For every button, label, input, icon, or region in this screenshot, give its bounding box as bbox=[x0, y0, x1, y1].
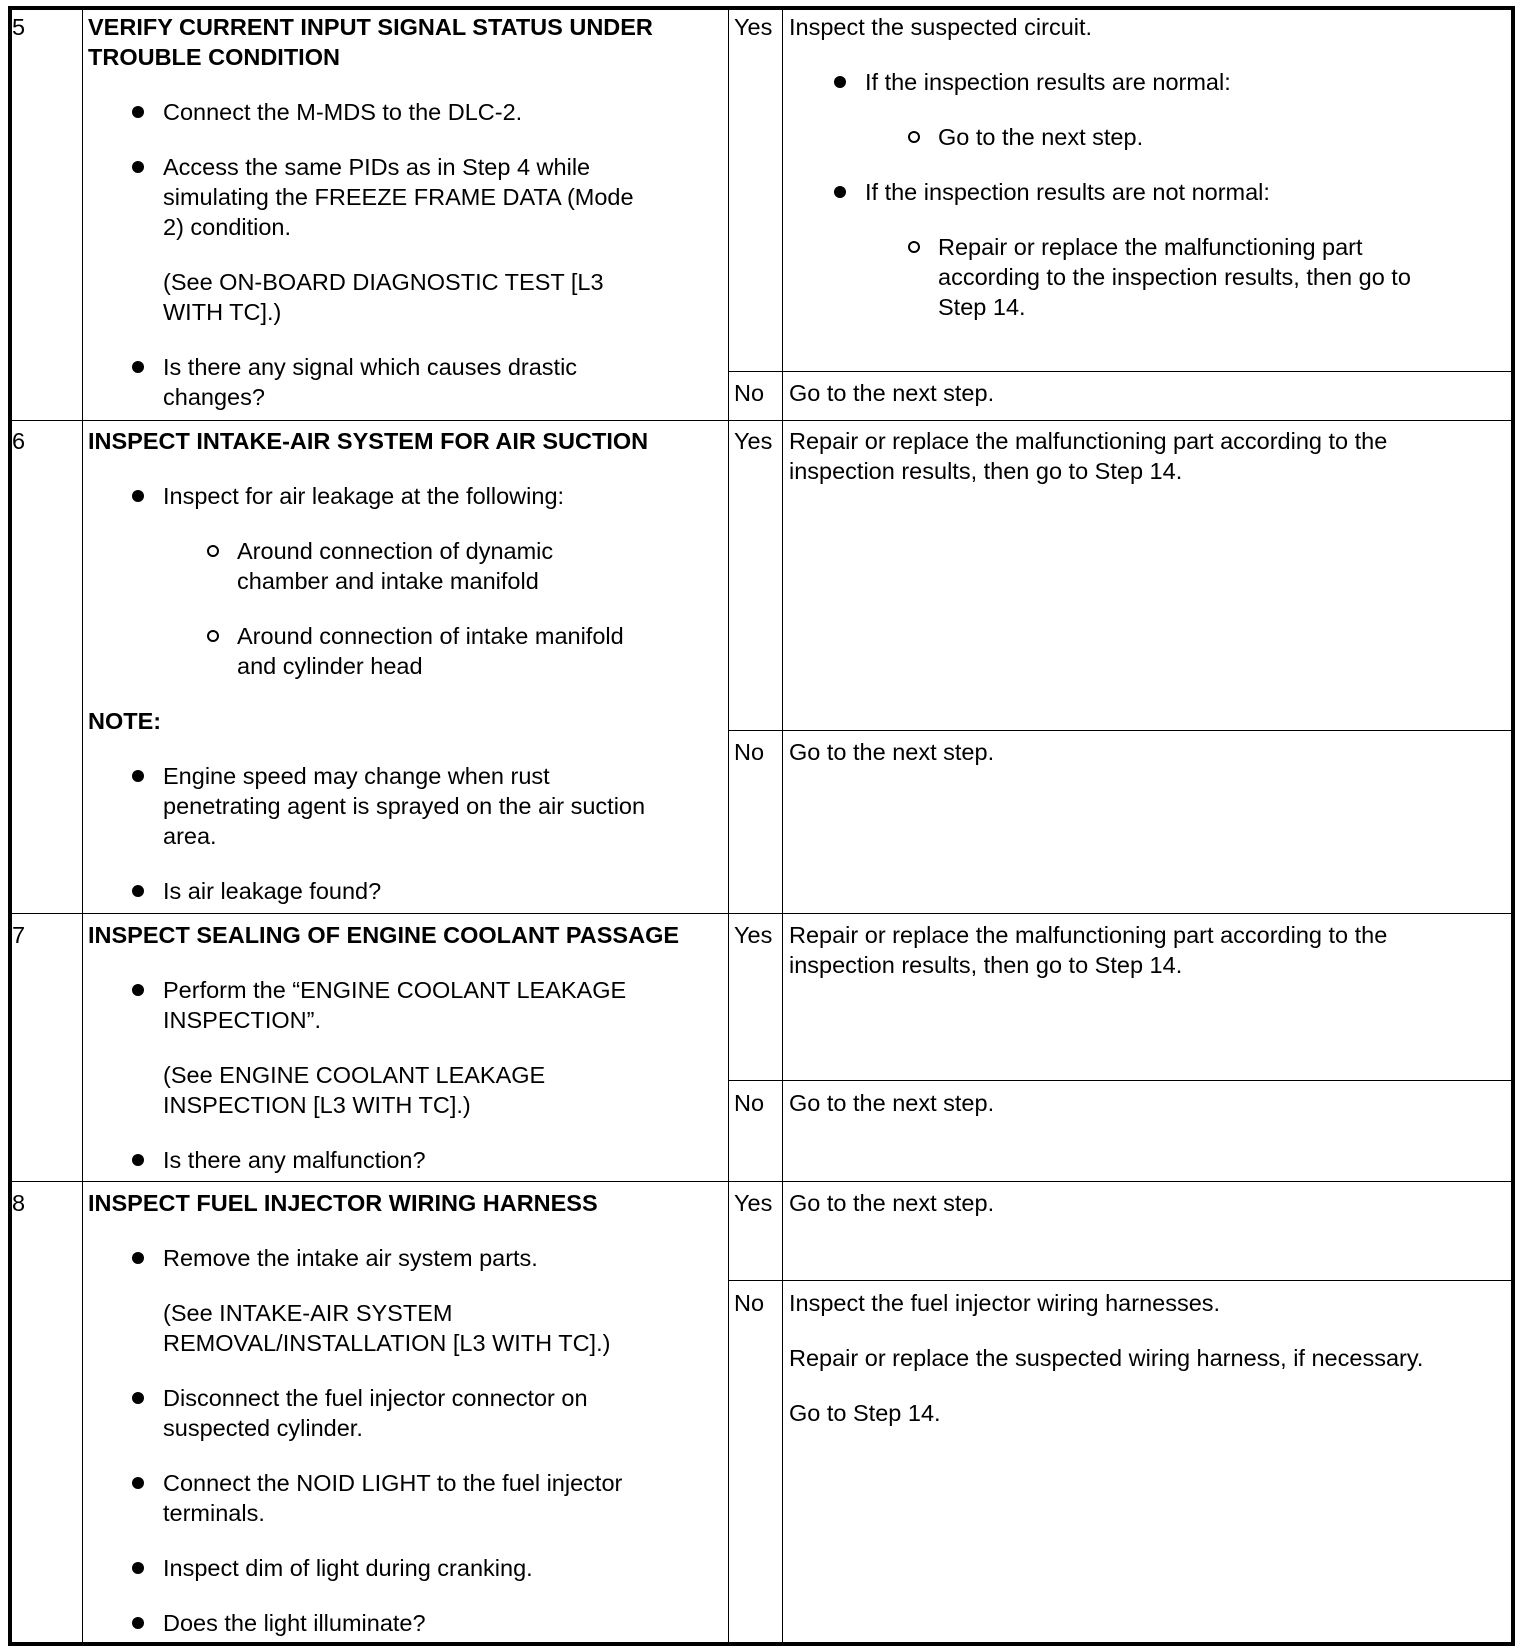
step-title: INSPECT SEALING OF ENGINE COOLANT PASSAGE bbox=[88, 922, 680, 948]
hollow-bullet-icon bbox=[908, 131, 920, 143]
yes-no-divider-step6 bbox=[728, 730, 1515, 731]
bullet-icon bbox=[132, 1477, 144, 1489]
step-title: INSPECT INTAKE-AIR SYSTEM FOR AIR SUCTION bbox=[88, 428, 649, 454]
bullet-icon bbox=[132, 1562, 144, 1574]
yes-no-divider-step7 bbox=[728, 1080, 1515, 1081]
bullet-icon bbox=[132, 106, 144, 118]
yes-result: Go to the next step. bbox=[938, 124, 1144, 150]
column-divider-action bbox=[728, 6, 729, 1646]
step-item: Perform the “ENGINE COOLANT LEAKAGE bbox=[163, 977, 627, 1003]
row-divider-step6 bbox=[8, 913, 1515, 914]
step-subitem: chamber and intake manifold bbox=[237, 568, 539, 594]
step-item: Access the same PIDs as in Step 4 while bbox=[163, 154, 591, 180]
yes-result: Repair or replace the malfunctioning part according to the bbox=[789, 428, 1388, 454]
bullet-icon bbox=[132, 1392, 144, 1404]
no-result: Repair or replace the suspected wiring harness, if necessary. bbox=[789, 1345, 1424, 1371]
yes-no-divider-step5 bbox=[728, 371, 1515, 372]
bullet-icon bbox=[132, 1154, 144, 1166]
yes-label: Yes bbox=[734, 1190, 773, 1216]
bullet-icon bbox=[132, 161, 144, 173]
column-divider-step bbox=[82, 6, 83, 1646]
column-divider-result bbox=[782, 6, 783, 1646]
yes-result: Inspect the suspected circuit. bbox=[789, 14, 1093, 40]
step-number: 5 bbox=[12, 14, 26, 40]
step-item: Connect the NOID LIGHT to the fuel injector bbox=[163, 1470, 623, 1496]
bullet-icon bbox=[132, 490, 144, 502]
bullet-icon bbox=[132, 770, 144, 782]
step-question: changes? bbox=[163, 384, 265, 410]
step-title-line1: VERIFY CURRENT INPUT SIGNAL STATUS UNDER bbox=[88, 14, 653, 40]
yes-label: Yes bbox=[734, 14, 773, 40]
step-subitem: Around connection of dynamic bbox=[237, 538, 554, 564]
reference-note: (See ENGINE COOLANT LEAKAGE bbox=[163, 1062, 546, 1088]
hollow-bullet-icon bbox=[207, 630, 219, 642]
row-divider-step5 bbox=[8, 420, 1515, 421]
reference-note: (See INTAKE-AIR SYSTEM bbox=[163, 1300, 453, 1326]
step-item: 2) condition. bbox=[163, 214, 292, 240]
hollow-bullet-icon bbox=[908, 241, 920, 253]
step-title-line2: TROUBLE CONDITION bbox=[88, 44, 340, 70]
hollow-bullet-icon bbox=[207, 545, 219, 557]
row-divider-step7 bbox=[8, 1181, 1515, 1182]
reference-note: REMOVAL/INSTALLATION [L3 WITH TC].) bbox=[163, 1330, 611, 1356]
step-subitem: Around connection of intake manifold bbox=[237, 623, 624, 649]
step-item: terminals. bbox=[163, 1500, 265, 1526]
yes-no-divider-step8 bbox=[728, 1280, 1515, 1281]
bullet-icon bbox=[834, 76, 846, 88]
step-question: Is there any malfunction? bbox=[163, 1147, 426, 1173]
step-item: Disconnect the fuel injector connector on bbox=[163, 1385, 588, 1411]
step-item: Inspect dim of light during cranking. bbox=[163, 1555, 533, 1581]
reference-note: WITH TC].) bbox=[163, 299, 282, 325]
yes-label: Yes bbox=[734, 428, 773, 454]
step-item: INSPECTION”. bbox=[163, 1007, 321, 1033]
diagnostic-procedure-table bbox=[8, 6, 1515, 1646]
step-item: simulating the FREEZE FRAME DATA (Mode bbox=[163, 184, 634, 210]
step-question: Is there any signal which causes drastic bbox=[163, 354, 578, 380]
step-number: 6 bbox=[12, 428, 26, 454]
reference-note: INSPECTION [L3 WITH TC].) bbox=[163, 1092, 471, 1118]
no-result: Go to Step 14. bbox=[789, 1400, 941, 1426]
no-result: Go to the next step. bbox=[789, 1090, 995, 1116]
yes-result: Go to the next step. bbox=[789, 1190, 995, 1216]
no-result: Inspect the fuel injector wiring harnesses. bbox=[789, 1290, 1221, 1316]
step-item: Inspect for air leakage at the following: bbox=[163, 483, 565, 509]
yes-result: inspection results, then go to Step 14. bbox=[789, 952, 1183, 978]
yes-result: Step 14. bbox=[938, 294, 1026, 320]
bullet-icon bbox=[132, 1617, 144, 1629]
yes-result: inspection results, then go to Step 14. bbox=[789, 458, 1183, 484]
step-question: Is air leakage found? bbox=[163, 878, 382, 904]
note-item: area. bbox=[163, 823, 217, 849]
yes-result: If the inspection results are not normal: bbox=[865, 179, 1270, 205]
bullet-icon bbox=[132, 361, 144, 373]
note-item: Engine speed may change when rust bbox=[163, 763, 550, 789]
note-label: NOTE: bbox=[88, 708, 162, 734]
bullet-icon bbox=[132, 1252, 144, 1264]
step-item: suspected cylinder. bbox=[163, 1415, 363, 1441]
bullet-icon bbox=[132, 885, 144, 897]
bullet-icon bbox=[834, 186, 846, 198]
step-item: Remove the intake air system parts. bbox=[163, 1245, 538, 1271]
no-result: Go to the next step. bbox=[789, 739, 995, 765]
yes-result: Repair or replace the malfunctioning part according to the bbox=[789, 922, 1388, 948]
no-label: No bbox=[734, 1090, 765, 1116]
step-subitem: and cylinder head bbox=[237, 653, 423, 679]
no-label: No bbox=[734, 1290, 765, 1316]
yes-result: If the inspection results are normal: bbox=[865, 69, 1231, 95]
note-item: penetrating agent is sprayed on the air suction bbox=[163, 793, 646, 819]
no-label: No bbox=[734, 739, 765, 765]
no-result: Go to the next step. bbox=[789, 380, 995, 406]
reference-note: (See ON-BOARD DIAGNOSTIC TEST [L3 bbox=[163, 269, 604, 295]
bullet-icon bbox=[132, 984, 144, 996]
yes-result: according to the inspection results, then go to bbox=[938, 264, 1411, 290]
step-number: 8 bbox=[12, 1190, 26, 1216]
no-label: No bbox=[734, 380, 765, 406]
yes-label: Yes bbox=[734, 922, 773, 948]
yes-result: Repair or replace the malfunctioning part bbox=[938, 234, 1363, 260]
step-title: INSPECT FUEL INJECTOR WIRING HARNESS bbox=[88, 1190, 598, 1216]
step-question: Does the light illuminate? bbox=[163, 1610, 426, 1636]
step-number: 7 bbox=[12, 922, 26, 948]
step-item: Connect the M-MDS to the DLC-2. bbox=[163, 99, 523, 125]
